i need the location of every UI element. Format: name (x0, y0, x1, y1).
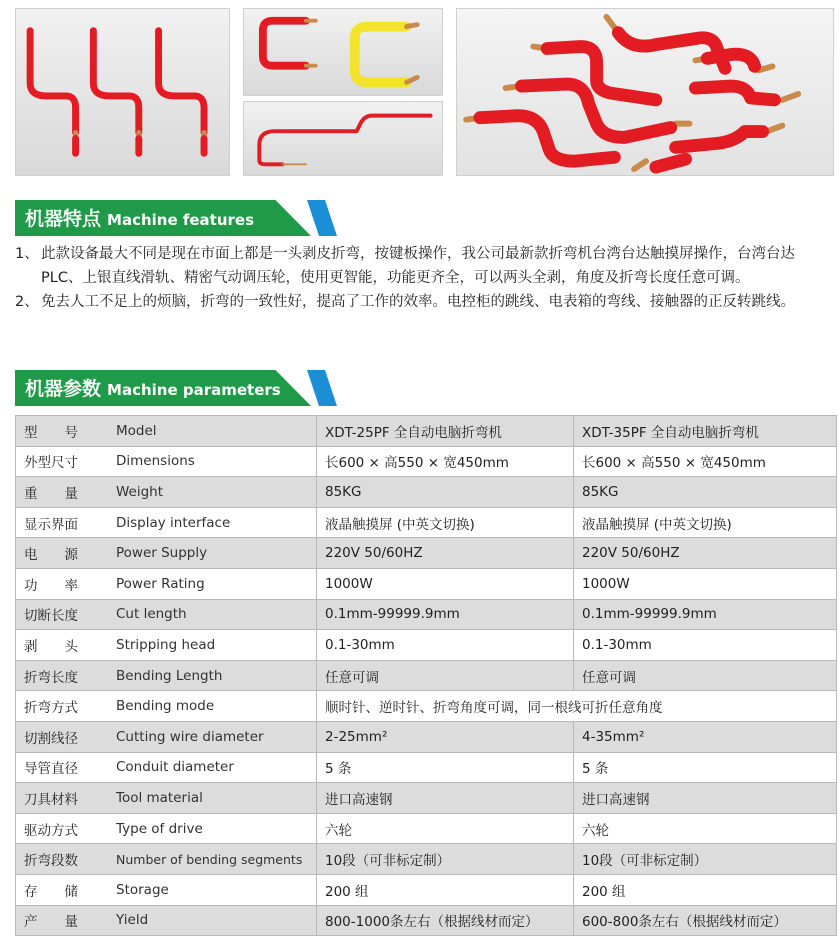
param-value-model-2: 0.1-30mm (574, 630, 837, 661)
features-title-en: Machine features (107, 211, 255, 229)
param-value-model-2: 85KG (574, 477, 837, 508)
param-name-zh: 显示界面 (16, 507, 109, 538)
table-row (16, 568, 837, 599)
table-row (16, 721, 837, 752)
table-row (16, 446, 837, 477)
table-row (16, 905, 837, 936)
feature-number: 1、 (15, 246, 39, 262)
header-blue-accent (307, 370, 337, 406)
param-name-en: Power Rating (108, 568, 317, 599)
param-value-model-1: 六轮 (317, 813, 574, 844)
feature-text: 免去人工不足上的烦脑，折弯的一致性好，提高了工作的效率。电控柜的跳线、电表箱的弯线、接触器的正反转跳线。 (41, 294, 795, 310)
param-value-model-1: 220V 50/60HZ (317, 538, 574, 569)
param-value-model-2: 进口高速钢 (574, 783, 837, 814)
table-row (16, 630, 837, 661)
photo-u-shaped-wires (243, 8, 443, 96)
param-name-zh: 折弯段数 (16, 844, 109, 875)
param-name-en: Cutting wire diameter (108, 721, 317, 752)
param-value-model-2: 220V 50/60HZ (574, 538, 837, 569)
table-row (16, 783, 837, 814)
param-name-zh: 刀具材料 (16, 783, 109, 814)
table-row (16, 660, 837, 691)
param-name-en: Conduit diameter (108, 752, 317, 783)
table-row (16, 507, 837, 538)
features-section-header (15, 200, 335, 236)
photo-bent-wires-group (456, 8, 834, 176)
param-value-model-1: 长600 × 高550 × 宽450mm (317, 446, 574, 477)
param-name-zh: 导管直径 (16, 752, 109, 783)
param-value-model-2: 任意可调 (574, 660, 837, 691)
param-name-zh: 电 源 (16, 538, 109, 569)
table-row (16, 874, 837, 905)
table-row (16, 813, 837, 844)
feature-item (15, 290, 825, 314)
param-name-en: Bending mode (108, 691, 317, 722)
param-value-model-1: XDT-25PF 全自动电脑折弯机 (317, 416, 574, 447)
param-value-model-2: 长600 × 高550 × 宽450mm (574, 446, 837, 477)
table-row (16, 844, 837, 875)
param-name-en: Stripping head (108, 630, 317, 661)
param-name-zh: 功 率 (16, 568, 109, 599)
param-value-model-2: 600-800条左右（根据线材而定） (574, 905, 837, 936)
table-row (16, 599, 837, 630)
table-row (16, 477, 837, 508)
param-name-zh: 折弯方式 (16, 691, 109, 722)
params-section-header (15, 370, 335, 406)
features-title (25, 204, 254, 231)
param-value-shared: 顺时针、逆时针、折弯角度可调，同一根线可折任意角度 (317, 691, 837, 722)
param-value-model-1: 5 条 (317, 752, 574, 783)
param-name-zh: 驱动方式 (16, 813, 109, 844)
param-value-model-2: 0.1mm-99999.9mm (574, 599, 837, 630)
param-value-model-2: XDT-35PF 全自动电脑折弯机 (574, 416, 837, 447)
table-row (16, 416, 837, 447)
param-name-zh: 重 量 (16, 477, 109, 508)
param-name-zh: 产 量 (16, 905, 109, 936)
param-value-model-2: 六轮 (574, 813, 837, 844)
feature-number: 2、 (15, 294, 39, 310)
param-name-en: Type of drive (108, 813, 317, 844)
param-name-zh: 外型尺寸 (16, 446, 109, 477)
param-value-model-1: 任意可调 (317, 660, 574, 691)
param-name-en: Cut length (108, 599, 317, 630)
params-table (15, 415, 837, 936)
table-row (16, 752, 837, 783)
param-value-model-1: 0.1mm-99999.9mm (317, 599, 574, 630)
param-value-model-2: 5 条 (574, 752, 837, 783)
param-value-model-1: 液晶触摸屏 (中英文切换) (317, 507, 574, 538)
table-row (16, 538, 837, 569)
param-name-en: Power Supply (108, 538, 317, 569)
param-value-model-1: 200 组 (317, 874, 574, 905)
param-value-model-2: 液晶触摸屏 (中英文切换) (574, 507, 837, 538)
param-name-en: Display interface (108, 507, 317, 538)
feature-item (15, 242, 825, 290)
param-name-en: Yield (108, 905, 317, 936)
param-name-zh: 存 储 (16, 874, 109, 905)
photo-bent-wires-vertical (15, 8, 230, 176)
param-name-zh: 切断长度 (16, 599, 109, 630)
param-value-model-1: 进口高速钢 (317, 783, 574, 814)
param-value-model-2: 4-35mm² (574, 721, 837, 752)
param-value-model-1: 10段（可非标定制） (317, 844, 574, 875)
product-photos (0, 0, 840, 180)
param-name-en: Number of bending segments (108, 844, 317, 875)
header-blue-accent (307, 200, 337, 236)
param-value-model-1: 85KG (317, 477, 574, 508)
param-value-model-1: 1000W (317, 568, 574, 599)
features-title-zh: 机器特点 (25, 208, 102, 230)
params-title-zh: 机器参数 (25, 378, 102, 400)
feature-text: 此款设备最大不同是现在市面上都是一头剥皮折弯，按键板操作，我公司最新款折弯机台湾台达触摸屏操作，台湾台达PLC、上银直线滑轨、精密气动调压轮，使用更智能，功能更齐全，可以两头全剥，角度及折弯长度任意可调。 (41, 246, 795, 286)
param-name-en: Model (108, 416, 317, 447)
params-title (25, 374, 281, 401)
param-name-zh: 型 号 (16, 416, 109, 447)
photo-long-bent-wire (243, 101, 443, 176)
param-value-model-2: 200 组 (574, 874, 837, 905)
table-row (16, 691, 837, 722)
param-value-model-2: 10段（可非标定制） (574, 844, 837, 875)
features-list (15, 242, 825, 314)
param-name-en: Bending Length (108, 660, 317, 691)
param-name-en: Weight (108, 477, 317, 508)
param-name-zh: 剥 头 (16, 630, 109, 661)
param-name-en: Tool material (108, 783, 317, 814)
param-name-zh: 折弯长度 (16, 660, 109, 691)
param-name-zh: 切割线径 (16, 721, 109, 752)
param-value-model-1: 800-1000条左右（根据线材而定） (317, 905, 574, 936)
param-value-model-2: 1000W (574, 568, 837, 599)
param-value-model-1: 0.1-30mm (317, 630, 574, 661)
param-name-en: Dimensions (108, 446, 317, 477)
param-value-model-1: 2-25mm² (317, 721, 574, 752)
params-title-en: Machine parameters (107, 381, 281, 399)
param-name-en: Storage (108, 874, 317, 905)
